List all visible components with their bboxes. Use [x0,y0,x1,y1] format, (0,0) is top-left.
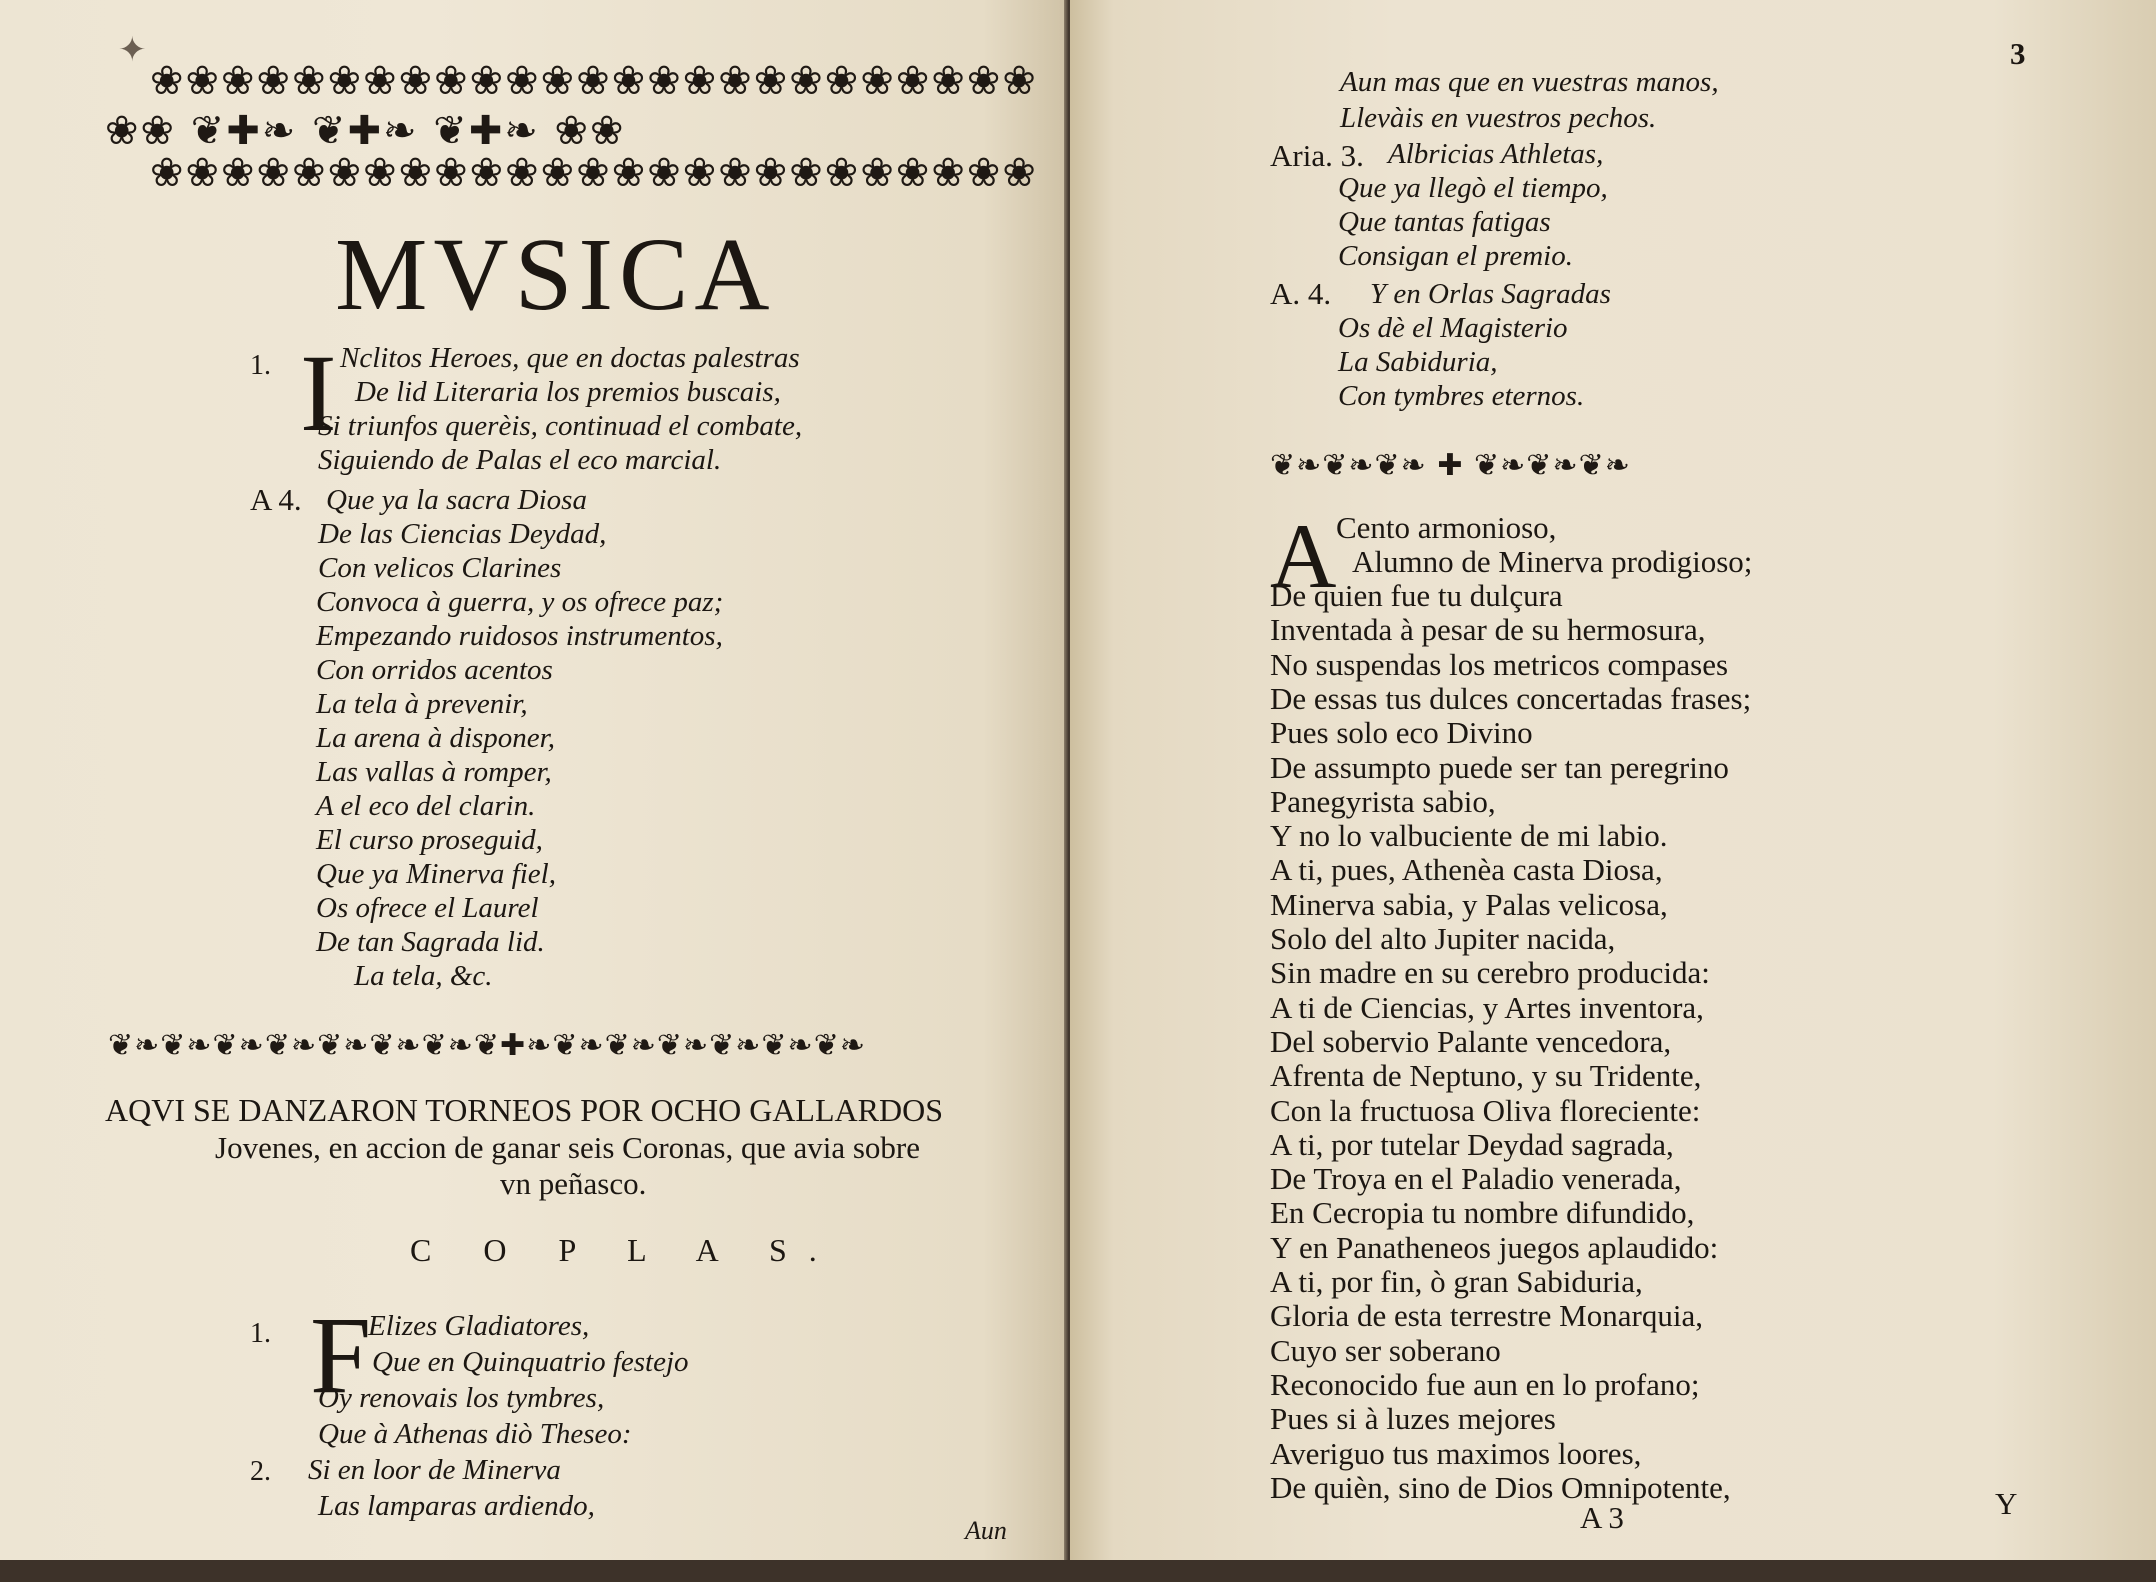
verse-line: Que ya la sacra Diosa [326,484,587,516]
section-heading: AQVI SE DANZARON TORNEOS POR OCHO GALLARDOS [105,1092,943,1128]
verse-line: Con orridos acentos [316,654,553,686]
verse-line: Las lamparas ardiendo, [318,1490,595,1522]
verse-line: Elizes Gladiatores, [368,1310,590,1342]
corner-ornament-icon: ✦ [118,32,147,69]
verse-line: Empezando ruidosos instrumentos, [316,620,723,652]
section-label: A 4. [250,482,302,517]
verse-line: De essas tus dulces concertadas frases; [1270,681,1752,716]
show-through-shadow [90,290,128,417]
verse-line: El curso proseguid, [316,824,543,856]
verse-line: Que ya Minerva fiel, [316,858,556,890]
verse-line: Cento armonioso, [1336,510,1557,545]
page-number: 3 [2010,36,2026,71]
verse-line: La tela à prevenir, [316,688,528,720]
stanza-number: 2. [250,1456,271,1487]
verse-line: Que à Athenas diò Theseo: [318,1418,632,1450]
section-heading-line: Jovenes, en accion de ganar seis Coronas, que avia sobre [215,1130,921,1165]
drop-cap: F [310,1294,372,1416]
verse-line: De lid Literaria los premios buscais, [355,376,781,408]
section-heading-line: vn peñasco. [500,1166,647,1201]
drop-cap: A [1270,505,1337,607]
verse-line: Solo del alto Jupiter nacida, [1270,921,1616,956]
verse-line: Os ofrece el Laurel [316,892,539,924]
verse-line: Reconocido fue aun en lo profano; [1270,1367,1700,1402]
verse-line: La arena à disponer, [316,722,555,754]
verse-line: Y no lo valbuciente de mi labio. [1270,818,1668,853]
verse-line: Panegyrista sabio, [1270,784,1496,819]
verse-line: Del sobervio Palante vencedora, [1270,1024,1672,1059]
verse-line: Que en Quinquatrio festejo [372,1346,689,1378]
verse-line: Que tantas fatigas [1338,206,1551,238]
stanza-number: 1. [250,350,271,381]
page-title: MVSICA [335,217,776,332]
verse-line: Minerva sabia, y Palas velicosa, [1270,887,1668,922]
verse-line: Albricias Athletas, [1388,138,1604,170]
verse-line: Llevàis en vuestros pechos. [1340,102,1657,134]
verse-line: Averiguo tus maximos loores, [1270,1436,1642,1471]
verse-line: De tan Sagrada lid. [316,926,545,958]
catchword: Y [1995,1486,2018,1521]
ornament-band-top: ❀❀❀❀❀❀❀❀❀❀❀❀❀❀❀❀❀❀❀❀❀❀❀❀❀ [150,58,1038,104]
verse-line: Y en Panatheneos juegos aplaudido: [1270,1230,1719,1265]
verse-line: Siguiendo de Palas el eco marcial. [318,444,722,476]
verse-line: Alumno de Minerva prodigioso; [1352,544,1753,579]
section-label: A. 4. [1270,276,1332,311]
verse-line: La Sabiduria, [1338,346,1498,378]
verse-line: Que ya llegò el tiempo, [1338,172,1608,204]
verse-line: La tela, &c. [354,960,493,992]
verse-line: A ti de Ciencias, y Artes inventora, [1270,990,1704,1025]
verse-line: No suspendas los metricos compases [1270,647,1729,682]
verse-line: Con tymbres eternos. [1338,380,1585,412]
verse-line: Pues solo eco Divino [1270,715,1533,750]
verse-line: A ti, por fin, ò gran Sabiduria, [1270,1264,1643,1299]
verse-line: Nclitos Heroes, que en doctas palestras [340,342,800,374]
verse-line: Con la fructuosa Oliva floreciente: [1270,1093,1701,1128]
signature-mark: A 3 [1580,1500,1624,1535]
verse-line: Os dè el Magisterio [1338,312,1568,344]
verse-line: Y en Orlas Sagradas [1370,278,1611,310]
ornament-divider: ❦❧❦❧❦❧ ✚ ❦❧❦❧❦❧ [1270,448,1631,483]
verse-line: A el eco del clarin. [316,790,536,822]
verse-line: A ti, pues, Athenèa casta Diosa, [1270,852,1663,887]
verse-line: De las Ciencias Deydad, [318,518,607,550]
drop-cap: I [300,332,337,454]
ornament-divider: ❦❧❦❧❦❧❦❧❦❧❦❧❦❧❦✚❧❦❧❦❧❦❧❦❧❦❧❦❧ [108,1028,866,1063]
left-page [0,0,1068,1582]
section-label: Aria. 3. [1270,138,1364,173]
stanza-number: 1. [250,1318,271,1349]
verse-line: Sin madre en su cerebro producida: [1270,955,1710,990]
verse-line: Si triunfos querèis, continuad el combate, [318,410,803,442]
verse-line: De quièn, sino de Dios Omnipotente, [1270,1470,1731,1505]
verse-line: Consigan el premio. [1338,240,1573,272]
right-page [1070,0,2156,1582]
verse-line: Con velicos Clarines [318,552,562,584]
verse-line: Gloria de esta terrestre Monarquia, [1270,1298,1703,1333]
verse-line: Convoca à guerra, y os ofrece paz; [316,586,724,618]
catchword: Aun [965,1516,1007,1545]
ornament-band-middle: ❀❀ ❦✚❧ ❦✚❧ ❦✚❧ ❀❀ [105,108,626,154]
verse-line: A ti, por tutelar Deydad sagrada, [1270,1127,1674,1162]
verse-line: Aun mas que en vuestras manos, [1340,66,1719,98]
verse-line: De assumpto puede ser tan peregrino [1270,750,1729,785]
verse-line: Afrenta de Neptuno, y su Tridente, [1270,1058,1702,1093]
verse-line: Las vallas à romper, [316,756,552,788]
verse-line: Si en loor de Minerva [308,1454,561,1486]
table-surface [0,1560,2156,1582]
verse-line: En Cecropia tu nombre difundido, [1270,1195,1695,1230]
verse-line: Oy renovais los tymbres, [318,1382,605,1414]
ornament-band-bottom: ❀❀❀❀❀❀❀❀❀❀❀❀❀❀❀❀❀❀❀❀❀❀❀❀❀ [150,150,1038,196]
verse-line: Inventada à pesar de su hermosura, [1270,612,1706,647]
coplas-title: C O P L A S. [410,1232,839,1268]
verse-line: De Troya en el Paladio venerada, [1270,1161,1682,1196]
verse-line: De quien fue tu dulçura [1270,578,1563,613]
verse-line: Pues si à luzes mejores [1270,1401,1556,1436]
verse-line: Cuyo ser soberano [1270,1333,1501,1368]
